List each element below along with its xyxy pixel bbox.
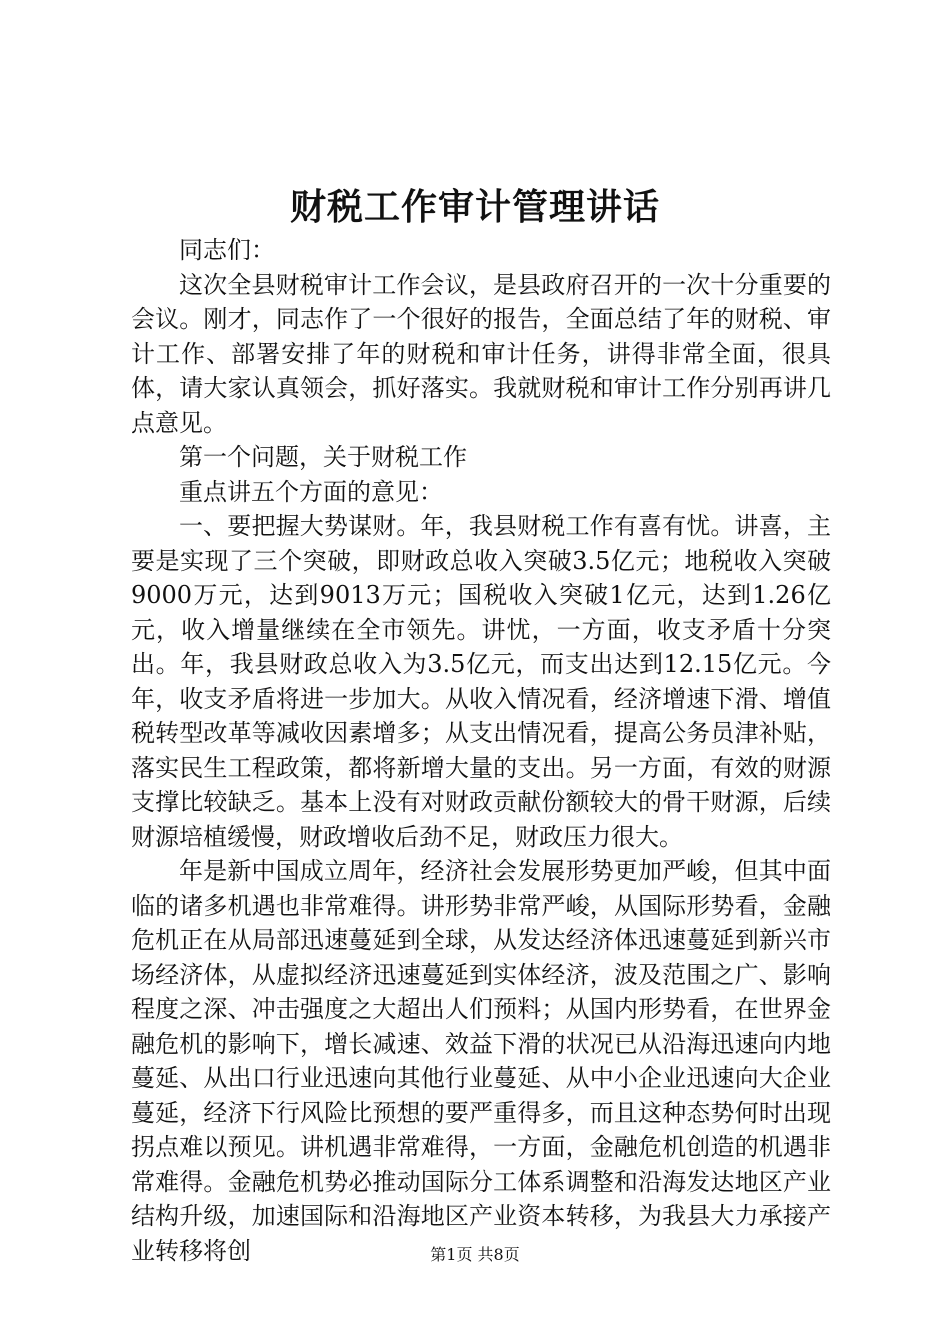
paragraph-situation: 年是新中国成立周年，经济社会发展形势更加严峻，但其中面临的诸多机遇也非常难得。讲形势非常严峻，从国际形势看，金融危机正在从局部迅速蔓延到全球，从发达经济体迅速蔓延到新兴市场经济体，从虚拟经济迅速蔓延到实体经济，波及范围之广、影响程度之深、冲击强度之大超出人们预料；从国内形势看，在世界金融危机的影响下，增长减速、效益下滑的状况已从沿海迅速向内地蔓延、从出口行业迅速向其他行业蔓延、从中小企业迅速向大企业蔓延，经济下行风险比预想的要严重得多，而且这种态势何时出现拐点难以预见。讲机遇非常难得，一方面，金融危机创造的机遇非常难得。金融危机势必推动国际分工体系调整和沿海发达地区产业结构升级，加速国际和沿海地区产业资本转移，为我县大力承接产业转移将创 xyxy=(131,857,831,1265)
paragraph-point-one: 一、要把握大势谋财。年，我县财税工作有喜有忧。讲喜，主要是实现了三个突破，即财政总收入突破3.5亿元；地税收入突破9000万元，达到9013万元；国税收入突破1亿元，达到1.26亿元，收入增量继续在全市领先。讲忧，一方面，收支矛盾十分突出。年，我县财政总收入为3.5亿元，而支出达到12.15亿元。今年，收支矛盾将进一步加大。从收入情况看，经济增速下滑、增值税转型改革等减收因素增多；从支出情况看，提高公务员津补贴，落实民生工程政策，都将新增大量的支出。另一方面，有效的财源支撑比较缺乏。基本上没有对财政贡献份额较大的骨干财源，后续财源培植缓慢，财政增收后劲不足，财政压力很大。 xyxy=(131,512,831,851)
page-footer: 第1页 共8页 xyxy=(430,1245,520,1264)
document-body xyxy=(131,233,831,1268)
paragraph-salutation: 同志们： xyxy=(179,236,275,264)
paragraph-subheading: 重点讲五个方面的意见： xyxy=(179,477,443,506)
paragraph-intro: 这次全县财税审计工作会议，是县政府召开的一次十分重要的会议。刚才，同志作了一个很好的报告，全面总结了年的财税、审计工作、部署安排了年的财税和审计任务，讲得非常全面，很具体，请大家认真领会，抓好落实。我就财税和审计工作分别再讲几点意见。 xyxy=(131,270,831,437)
document-title: 财税工作审计管理讲话 xyxy=(289,186,660,228)
paragraph-section-heading: 第一个问题，关于财税工作 xyxy=(179,443,467,471)
